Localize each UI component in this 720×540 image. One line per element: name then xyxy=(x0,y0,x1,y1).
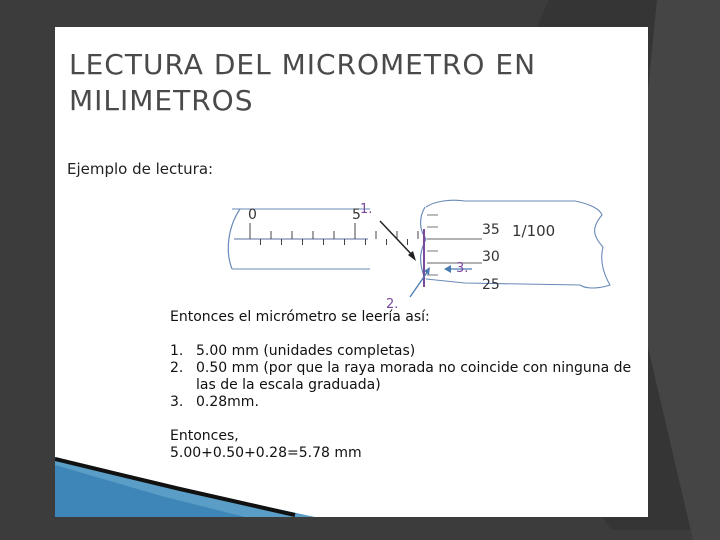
callout-2: 2. xyxy=(386,297,399,309)
reading-explanation xyxy=(170,309,640,462)
step-text: 0.50 mm (por que la raya morada no coincide con ninguna de las de la escala graduada) xyxy=(196,360,632,393)
explanation-intro: Entonces el micrómetro se leería así: xyxy=(170,309,430,325)
micrometer-diagram xyxy=(220,179,640,309)
callout-3: 3. xyxy=(456,261,469,276)
conclusion-formula: 5.00+0.50+0.28=5.78 mm xyxy=(170,445,362,461)
thimble-label-35: 35 xyxy=(482,222,500,238)
step-number: 3. xyxy=(170,394,184,410)
callout-1: 1. xyxy=(360,202,373,217)
thimble-label-25: 25 xyxy=(482,277,500,293)
step-number: 1. xyxy=(170,343,184,359)
step-text: 5.00 mm (unidades completas) xyxy=(196,343,416,359)
reading-step xyxy=(170,360,640,394)
callout-2-arrow xyxy=(410,271,428,297)
fraction-label: 1/100 xyxy=(512,222,556,240)
step-number: 2. xyxy=(170,360,184,376)
callout-3-arrowhead xyxy=(444,265,451,273)
thimble xyxy=(421,200,610,288)
scale-label-5: 5 xyxy=(352,207,361,223)
slide xyxy=(55,27,648,517)
example-subtitle: Ejemplo de lectura: xyxy=(67,160,214,178)
reading-step xyxy=(170,343,640,360)
step-text: 0.28mm. xyxy=(196,394,259,410)
reading-steps-list xyxy=(170,343,640,411)
conclusion-label: Entonces, xyxy=(170,428,239,444)
slide-title: LECTURA DEL MICROMETRO EN MILIMETROS xyxy=(69,48,537,117)
thimble-label-30: 30 xyxy=(482,249,500,265)
reading-step xyxy=(170,394,640,411)
decorative-wave xyxy=(55,457,315,517)
scale-label-0: 0 xyxy=(248,207,257,223)
callout-1-arrow xyxy=(380,221,414,257)
